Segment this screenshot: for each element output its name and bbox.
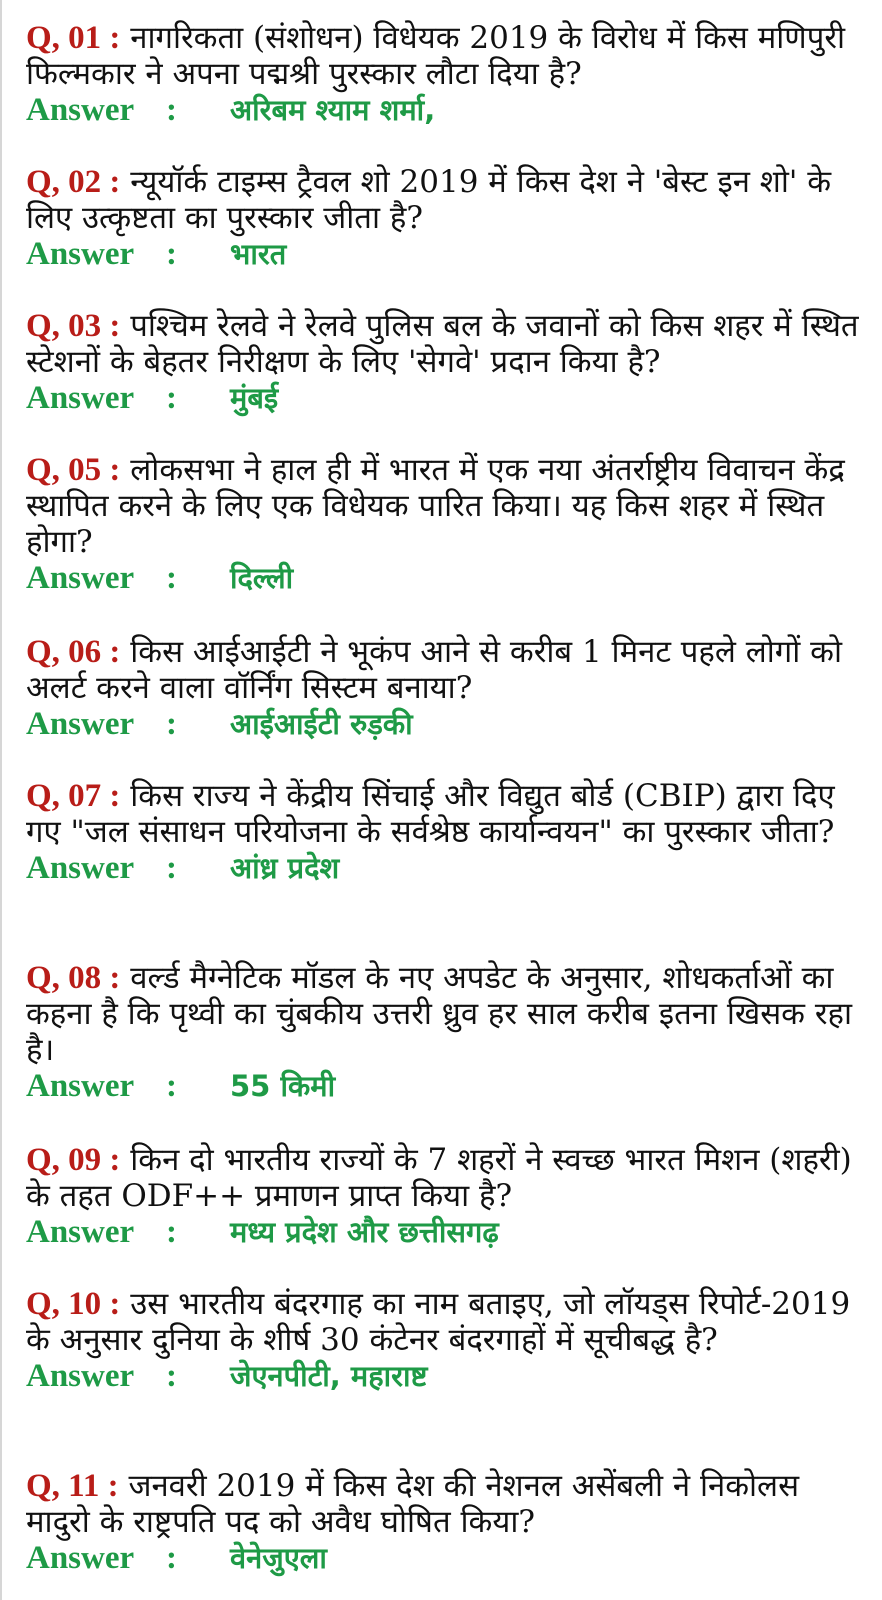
answer-line	[26, 236, 866, 272]
qa-item	[26, 960, 866, 1104]
answer-line	[26, 1540, 866, 1576]
question-text: लोकसभा ने हाल ही में भारत में एक नया अंतर्राष्ट्रीय विवाचन केंद्र स्थापित करने के लिए एक विधेयक पारित किया। यह किस शहर में स्थित होगा?	[26, 452, 845, 560]
answer-label: Answer	[26, 850, 135, 886]
qa-item	[26, 634, 866, 742]
question-text: नागरिकता (संशोधन) विधेयक 2019 के विरोध में किस मणिपुरी फिल्मकार ने अपना पद्मश्री पुरस्कार लौटा दिया है?	[26, 20, 846, 92]
qa-item	[26, 308, 866, 416]
question-line	[26, 634, 866, 706]
question-line	[26, 452, 866, 560]
answer-text: आंध्र प्रदेश	[230, 851, 340, 885]
qa-item	[26, 164, 866, 272]
question-number: Q, 11 :	[26, 1468, 119, 1504]
answer-label: Answer	[26, 1214, 135, 1250]
answer-separator: :	[166, 92, 177, 128]
question-number: Q, 01 :	[26, 20, 121, 56]
question-line	[26, 20, 866, 92]
answer-separator: :	[166, 850, 177, 886]
question-number: Q, 08 :	[26, 960, 121, 996]
answer-separator: :	[166, 560, 177, 596]
answer-text: वेनेजुएला	[230, 1541, 327, 1575]
answer-label: Answer	[26, 1068, 135, 1104]
question-number: Q, 02 :	[26, 164, 121, 200]
question-text: न्यूयॉर्क टाइम्स ट्रैवल शो 2019 में किस देश ने 'बेस्ट इन शो' के लिए उत्कृष्टता का पुरस्कार जीता है?	[26, 164, 832, 236]
answer-line	[26, 92, 866, 128]
answer-label: Answer	[26, 1358, 135, 1394]
question-text: पश्चिम रेलवे ने रेलवे पुलिस बल के जवानों को किस शहर में स्थित स्टेशनों के बेहतर निरीक्षण के लिए 'सेगवे' प्रदान किया है?	[26, 308, 859, 380]
answer-line	[26, 560, 866, 596]
answer-label: Answer	[26, 560, 135, 596]
answer-separator: :	[166, 236, 177, 272]
answer-separator: :	[166, 1214, 177, 1250]
question-line	[26, 1286, 866, 1358]
question-number: Q, 10 :	[26, 1286, 121, 1322]
question-text: किस आईआईटी ने भूकंप आने से करीब 1 मिनट पहले लोगों को अलर्ट करने वाला वॉर्निंग सिस्टम बनाया?	[26, 634, 842, 706]
answer-label: Answer	[26, 236, 135, 272]
answer-text: 55 किमी	[230, 1069, 336, 1103]
qa-item	[26, 1468, 866, 1576]
question-text: वर्ल्ड मैग्नेटिक मॉडल के नए अपडेट के अनुसार, शोधकर्ताओं का कहना है कि पृथ्वी का चुंबकीय उत्तरी ध्रुव हर साल करीब इतना खिसक रहा है।	[26, 960, 853, 1068]
answer-line	[26, 1214, 866, 1250]
question-number: Q, 07 :	[26, 778, 121, 814]
question-line	[26, 308, 866, 380]
question-number: Q, 06 :	[26, 634, 121, 670]
answer-line	[26, 1358, 866, 1394]
question-number: Q, 03 :	[26, 308, 121, 344]
qa-item	[26, 1142, 866, 1250]
question-text: उस भारतीय बंदरगाह का नाम बताइए, जो लॉयड्स रिपोर्ट-2019 के अनुसार दुनिया के शीर्ष 30 कंटेनर बंदरगाहों में सूचीबद्ध है?	[26, 1286, 851, 1358]
answer-line	[26, 380, 866, 416]
answer-separator: :	[166, 380, 177, 416]
answer-text: मध्य प्रदेश और छत्तीसगढ़	[230, 1215, 499, 1249]
answer-text: आईआईटी रुड़की	[230, 707, 413, 741]
question-line	[26, 1468, 866, 1540]
question-line	[26, 778, 866, 850]
qa-item	[26, 778, 866, 886]
answer-text: भारत	[230, 237, 287, 271]
question-number: Q, 05 :	[26, 452, 121, 488]
answer-label: Answer	[26, 1540, 135, 1576]
question-text: जनवरी 2019 में किस देश की नेशनल असेंबली ने निकोलस मादुरो के राष्ट्रपति पद को अवैध घोषित किया?	[26, 1468, 800, 1540]
answer-text: जेएनपीटी, महाराष्ट	[230, 1359, 428, 1393]
answer-separator: :	[166, 1068, 177, 1104]
qa-item	[26, 1286, 866, 1394]
qa-item	[26, 452, 866, 596]
answer-text: मुंबई	[230, 381, 279, 415]
answer-text: दिल्ली	[230, 561, 294, 595]
qa-item	[26, 20, 866, 128]
question-line	[26, 164, 866, 236]
question-text: किन दो भारतीय राज्यों के 7 शहरों ने स्वच्छ भारत मिशन (शहरी) के तहत ODF++ प्रमाणन प्राप्त किया है?	[26, 1142, 852, 1214]
question-line	[26, 960, 866, 1068]
question-text: किस राज्य ने केंद्रीय सिंचाई और विद्युत बोर्ड (CBIP) द्वारा दिए गए "जल संसाधन परियोजना के सर्वश्रेष्ठ कार्यान्वयन" का पुरस्कार जीता?	[26, 778, 835, 850]
answer-line	[26, 850, 866, 886]
answer-line	[26, 706, 866, 742]
answer-separator: :	[166, 706, 177, 742]
answer-label: Answer	[26, 92, 135, 128]
question-line	[26, 1142, 866, 1214]
answer-label: Answer	[26, 706, 135, 742]
question-number: Q, 09 :	[26, 1142, 121, 1178]
answer-separator: :	[166, 1358, 177, 1394]
answer-text: अरिबम श्याम शर्मा,	[230, 93, 436, 127]
answer-separator: :	[166, 1540, 177, 1576]
answer-label: Answer	[26, 380, 135, 416]
answer-line	[26, 1068, 866, 1104]
